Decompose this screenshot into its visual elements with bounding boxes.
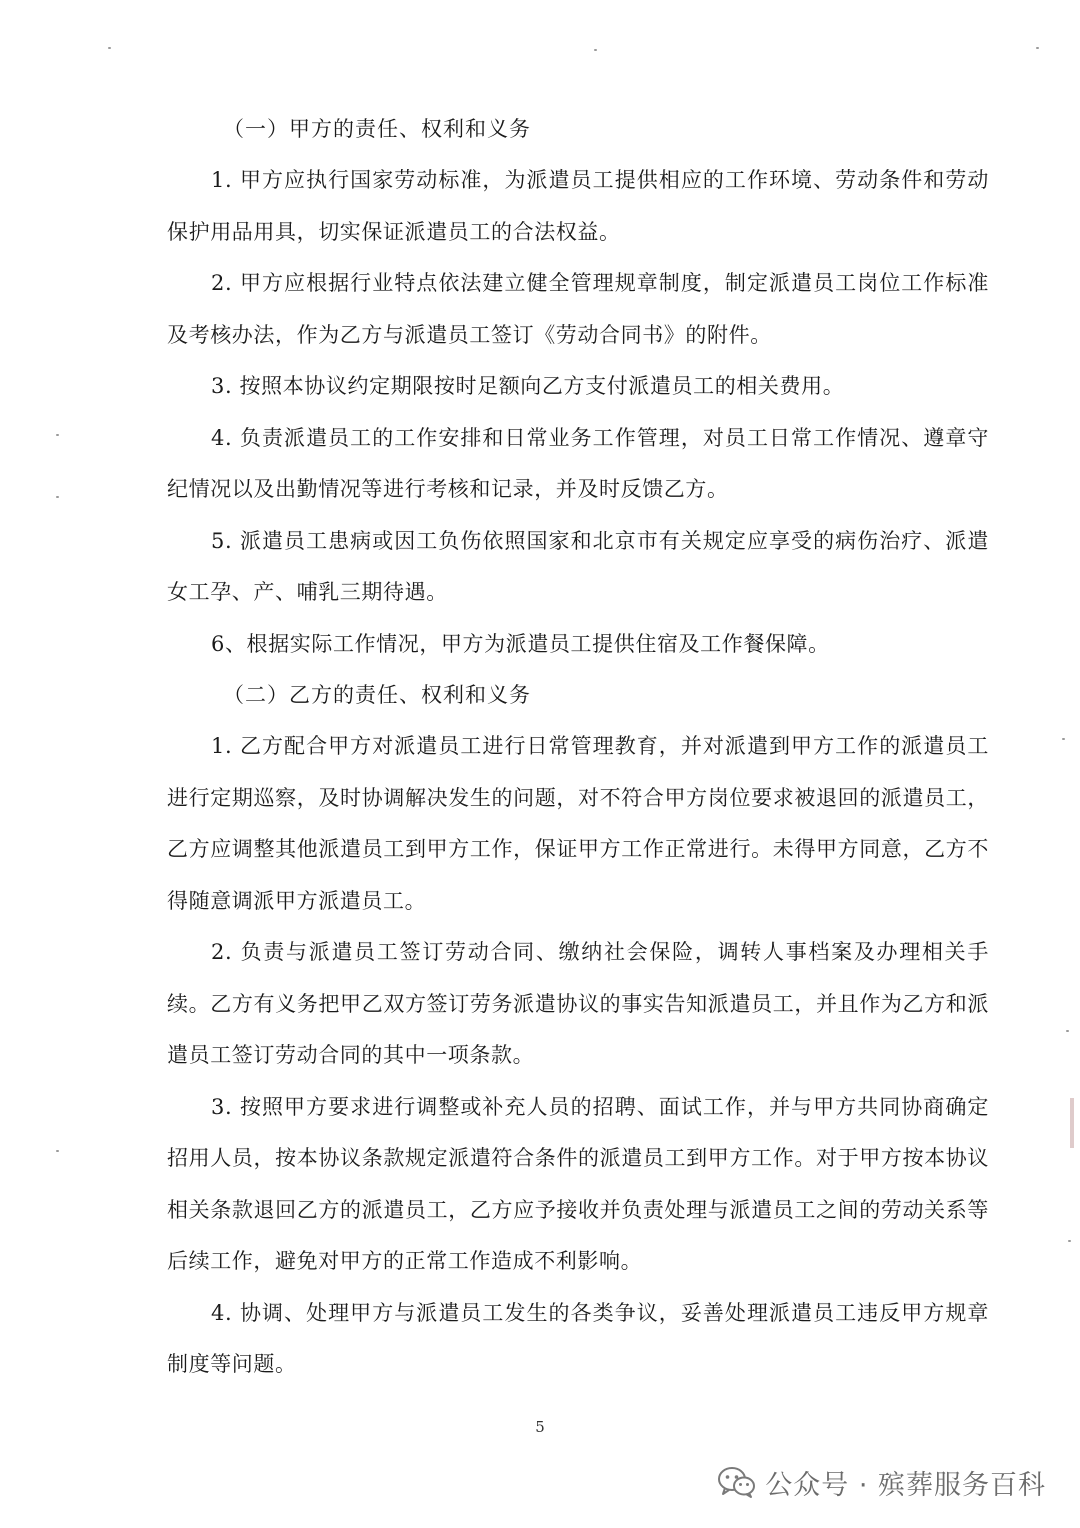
scan-speck (108, 47, 111, 49)
scan-speck (1068, 1240, 1071, 1242)
paragraph-a5: 5. 派遣员工患病或因工负伤依照国家和北京市有关规定应享受的病伤治疗、派遣女工孕、产、哺乳三期待遇。 (167, 528, 989, 604)
scan-speck (1062, 738, 1065, 740)
page-number: 5 (535, 1418, 545, 1436)
paragraph-a1: 1. 甲方应执行国家劳动标准，为派遣员工提供相应的工作环境、劳动条件和劳动保护用品用具，切实保证派遣员工的合法权益。 (167, 168, 989, 244)
wechat-icon (717, 1465, 757, 1499)
scan-speck (1066, 1030, 1069, 1032)
watermark-text: 公众号 · 殡葬服务百科 (765, 1469, 1046, 1501)
paragraph-a6: 6、根据实际工作情况，甲方为派遣员工提供住宿及工作餐保障。 (211, 631, 830, 656)
paragraph-b3: 3. 按照甲方要求进行调整或补充人员的招聘、面试工作，并与甲方共同协商确定招用人员，按本协议条款规定派遣符合条件的派遣员工到甲方工作。对于甲方按本协议相关条款退回乙方的派遣员工，乙方应予接收并负责处理与派遣员工之间的劳动关系等后续工作，避免对甲方的正常工作造成不利影响。 (167, 1094, 989, 1273)
paragraph-b2: 2. 负责与派遣员工签订劳动合同、缴纳社会保险，调转人事档案及办理相关手续。乙方有义务把甲乙双方签订劳务派遣协议的事实告知派遣员工，并且作为乙方和派遣员工签订劳动合同的其中一项条款。 (167, 940, 989, 1067)
scan-edge-mark (1070, 1098, 1074, 1148)
scan-speck (56, 496, 59, 498)
document-body (167, 104, 989, 1391)
paragraph-b4: 4. 协调、处理甲方与派遣员工发生的各类争议，妥善处理派遣员工违反甲方规章制度等问题。 (167, 1300, 989, 1376)
scan-speck (56, 434, 59, 436)
section-heading-party-b: （二）乙方的责任、权利和义务 (223, 683, 531, 707)
scan-speck (1036, 47, 1039, 49)
scan-speck (56, 1150, 59, 1152)
section-heading-party-a: （一）甲方的责任、权利和义务 (223, 117, 531, 141)
paragraph-b1: 1. 乙方配合甲方对派遣员工进行日常管理教育，并对派遣到甲方工作的派遣员工进行定期巡察，及时协调解决发生的问题，对不符合甲方岗位要求被退回的派遣员工，乙方应调整其他派遣员工到甲方工作，保证甲方工作正常进行。未得甲方同意，乙方不得随意调派甲方派遣员工。 (167, 734, 989, 913)
paragraph-a2: 2. 甲方应根据行业特点依法建立健全管理规章制度，制定派遣员工岗位工作标准及考核办法，作为乙方与派遣员工签订《劳动合同书》的附件。 (167, 271, 989, 347)
scan-speck (594, 49, 597, 51)
paragraph-a3: 3. 按照本协议约定期限按时足额向乙方支付派遣员工的相关费用。 (211, 374, 845, 398)
watermark (717, 1462, 1046, 1502)
paragraph-a4: 4. 负责派遣员工的工作安排和日常业务工作管理，对员工日常工作情况、遵章守纪情况以及出勤情况等进行考核和记录，并及时反馈乙方。 (167, 425, 989, 501)
